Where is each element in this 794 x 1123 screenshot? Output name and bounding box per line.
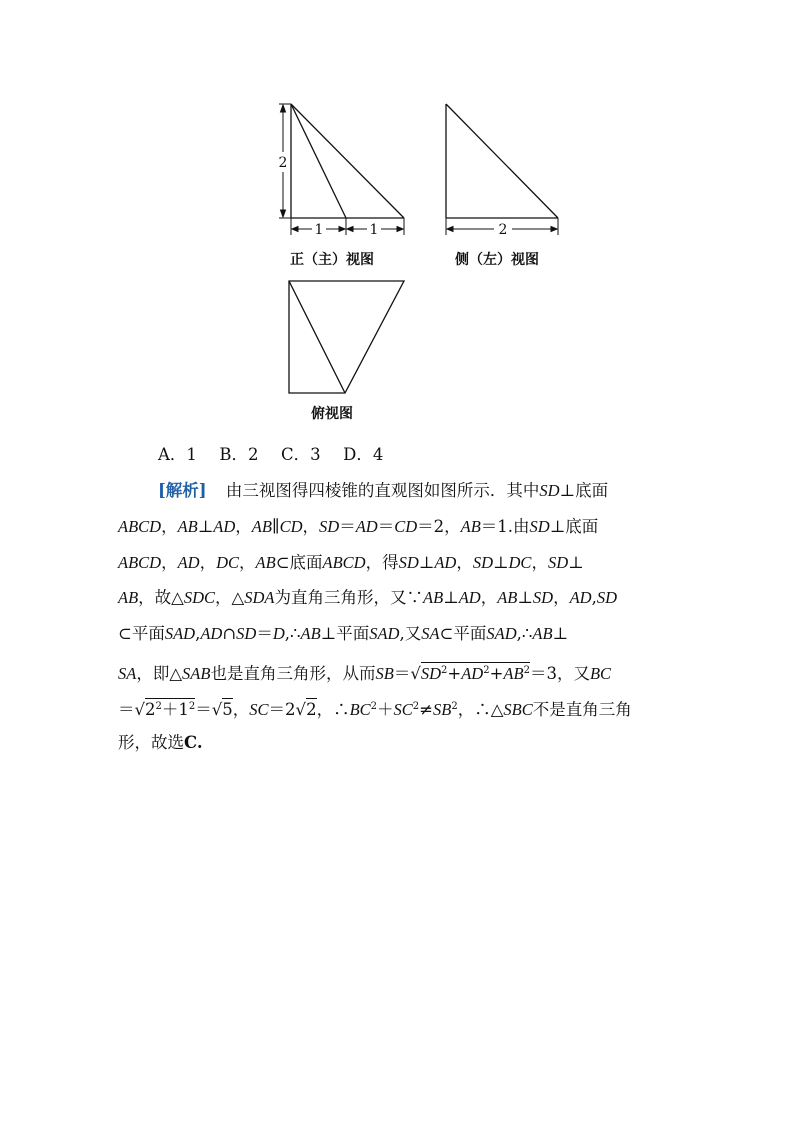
solution-line-3 — [118, 551, 678, 575]
solution-line-7 — [118, 695, 678, 722]
text: ABCD — [118, 517, 162, 536]
text: , — [591, 588, 597, 607]
text: ，∴△ — [457, 700, 504, 719]
text: ，得 — [365, 553, 399, 572]
text: ⊥ — [517, 588, 533, 607]
text: AB — [423, 588, 444, 607]
three-views-figure — [0, 0, 794, 440]
text: 2 — [145, 700, 156, 719]
text: 5 — [222, 700, 233, 719]
text: 2 — [483, 665, 490, 676]
text: SD — [596, 588, 617, 607]
text: 为直角三角形，又∵ — [274, 588, 423, 607]
text: 形，故选 — [118, 733, 184, 752]
text: SD — [532, 588, 554, 607]
text: CD — [279, 517, 303, 536]
text: ,∴ — [516, 624, 533, 643]
text: ,又 — [399, 624, 422, 643]
text: ∥ — [271, 517, 280, 536]
text: ⊥底面 — [549, 517, 599, 536]
radicand — [145, 698, 195, 719]
text: ⊂底面 — [275, 553, 323, 572]
text: ⊥平面 — [320, 624, 370, 643]
text: ,∴ — [284, 624, 301, 643]
side-view-caption: 侧（左）视图 — [455, 252, 539, 268]
radicand — [421, 662, 530, 683]
side-view-shape — [446, 104, 558, 218]
text: SDC — [183, 588, 216, 607]
text: 2 — [523, 665, 530, 676]
text: ， — [480, 588, 498, 607]
text: 2 — [155, 701, 162, 712]
text: ABCD — [118, 553, 162, 572]
text: ∩ — [222, 624, 237, 643]
text: , — [195, 624, 201, 643]
text: SA — [421, 624, 440, 643]
solution-line-6 — [118, 659, 678, 686]
text: AD — [461, 664, 484, 683]
option-b: B．2 — [219, 445, 259, 464]
text: ⊥ — [552, 624, 569, 643]
text: SD — [529, 517, 550, 536]
text: ＝ — [256, 624, 273, 643]
text: AB — [532, 624, 553, 643]
solution-line-2 — [118, 515, 678, 539]
text: SD — [236, 624, 257, 643]
text: AB — [300, 624, 321, 643]
text: ⊂平面 — [439, 624, 487, 643]
text: BC — [589, 664, 612, 683]
text: ⊥ — [418, 553, 435, 572]
text: SC — [393, 700, 413, 719]
text: SBC — [503, 700, 533, 719]
text: ， — [161, 553, 178, 572]
text: AB — [118, 588, 139, 607]
text: SAD — [486, 624, 517, 643]
text: ＝3，又 — [529, 664, 590, 683]
text: ， — [553, 588, 570, 607]
text: ，即△ — [136, 664, 183, 683]
text: AD — [458, 588, 481, 607]
top-view-shape — [289, 281, 404, 393]
text: ，故△ — [138, 588, 184, 607]
text: ＝2√ — [268, 700, 307, 719]
answer-options — [158, 441, 383, 465]
front-height-label: 2 — [278, 155, 288, 171]
text: ＝√ — [393, 664, 421, 683]
text: ， — [239, 553, 256, 572]
text: ＝ — [339, 517, 356, 536]
text: AD — [434, 553, 457, 572]
text: ， — [302, 517, 320, 536]
text: SD — [398, 553, 419, 572]
text: ＋ — [377, 700, 394, 719]
text: AD — [355, 517, 378, 536]
text: SD — [547, 553, 569, 572]
text: SAB — [182, 664, 211, 683]
text: ， — [232, 700, 250, 719]
text: SC — [249, 700, 269, 719]
text: SAD — [164, 624, 196, 643]
text: AB — [251, 517, 272, 536]
text: 2 — [441, 665, 448, 676]
side-width-label: 2 — [498, 222, 508, 238]
text: SB — [433, 700, 452, 719]
text: AD — [200, 624, 223, 643]
text: 2 — [451, 701, 458, 712]
text: ， — [161, 517, 178, 536]
text: BC — [349, 700, 371, 719]
text: ＝1.由 — [480, 517, 530, 536]
text: ⊂平面 — [118, 624, 165, 643]
text: AB — [255, 553, 276, 572]
text: ，∴ — [316, 700, 350, 719]
text: ⊥ — [492, 553, 509, 572]
text: SAD — [369, 624, 400, 643]
text: AD — [213, 517, 236, 536]
text: D — [272, 624, 285, 643]
solution-line-5 — [118, 622, 678, 646]
text: ⊥ — [197, 517, 214, 536]
text: ⊥底面 — [559, 481, 609, 500]
option-a: A．1 — [158, 445, 197, 464]
text: SDA — [244, 588, 275, 607]
text: ＝√ — [118, 700, 146, 719]
text: AD — [177, 553, 200, 572]
text: ， — [531, 553, 548, 572]
text: ＝2， — [417, 517, 461, 536]
solution-line-4 — [118, 586, 678, 610]
text: ⊥ — [568, 553, 584, 572]
front-width-dimension — [291, 218, 404, 235]
text: ， — [199, 553, 217, 572]
text: + — [447, 664, 462, 683]
text: DC — [508, 553, 532, 572]
answer-choice: C. — [184, 733, 203, 752]
analysis-tag: [解析] — [158, 481, 207, 500]
front-seg2-label: 1 — [369, 222, 379, 238]
text: SD — [472, 553, 493, 572]
text: AD — [569, 588, 592, 607]
text: ⊥ — [443, 588, 459, 607]
text: SD — [319, 517, 340, 536]
option-d: D．4 — [343, 445, 384, 464]
text: ， — [235, 517, 252, 536]
text: ，△ — [215, 588, 245, 607]
text: ＋1 — [161, 700, 189, 719]
text: AB — [177, 517, 198, 536]
text: CD — [394, 517, 418, 536]
front-view-caption: 正（主）视图 — [290, 252, 374, 268]
text: 不是直角三角 — [532, 700, 632, 719]
text: 也是直角三角形，从而 — [210, 664, 376, 683]
text: + — [489, 664, 504, 683]
text: 由三视图得四棱锥的直观图如图所示．其中 — [225, 481, 540, 500]
text: SA — [118, 664, 137, 683]
text: 2 — [306, 700, 317, 719]
text: DC — [216, 553, 240, 572]
front-seg1-label: 1 — [314, 222, 324, 238]
text: 2 — [412, 701, 420, 712]
option-c: C．3 — [281, 445, 321, 464]
text: AB — [460, 517, 481, 536]
text: 2 — [188, 701, 196, 712]
text: SD — [539, 481, 560, 500]
solution-line-1 — [158, 479, 718, 503]
text: 2 — [370, 701, 378, 712]
text: ＝√ — [195, 700, 223, 719]
text: ， — [456, 553, 473, 572]
text: SB — [375, 664, 394, 683]
top-view-caption: 俯视图 — [311, 406, 353, 422]
text: ≠ — [419, 700, 433, 719]
text: ABCD — [322, 553, 366, 572]
solution-line-8 — [118, 731, 678, 755]
text: SD — [420, 664, 441, 683]
front-view-shape — [291, 104, 404, 218]
text: ＝ — [377, 517, 395, 536]
text: AB — [497, 588, 518, 607]
text: AB — [503, 664, 524, 683]
